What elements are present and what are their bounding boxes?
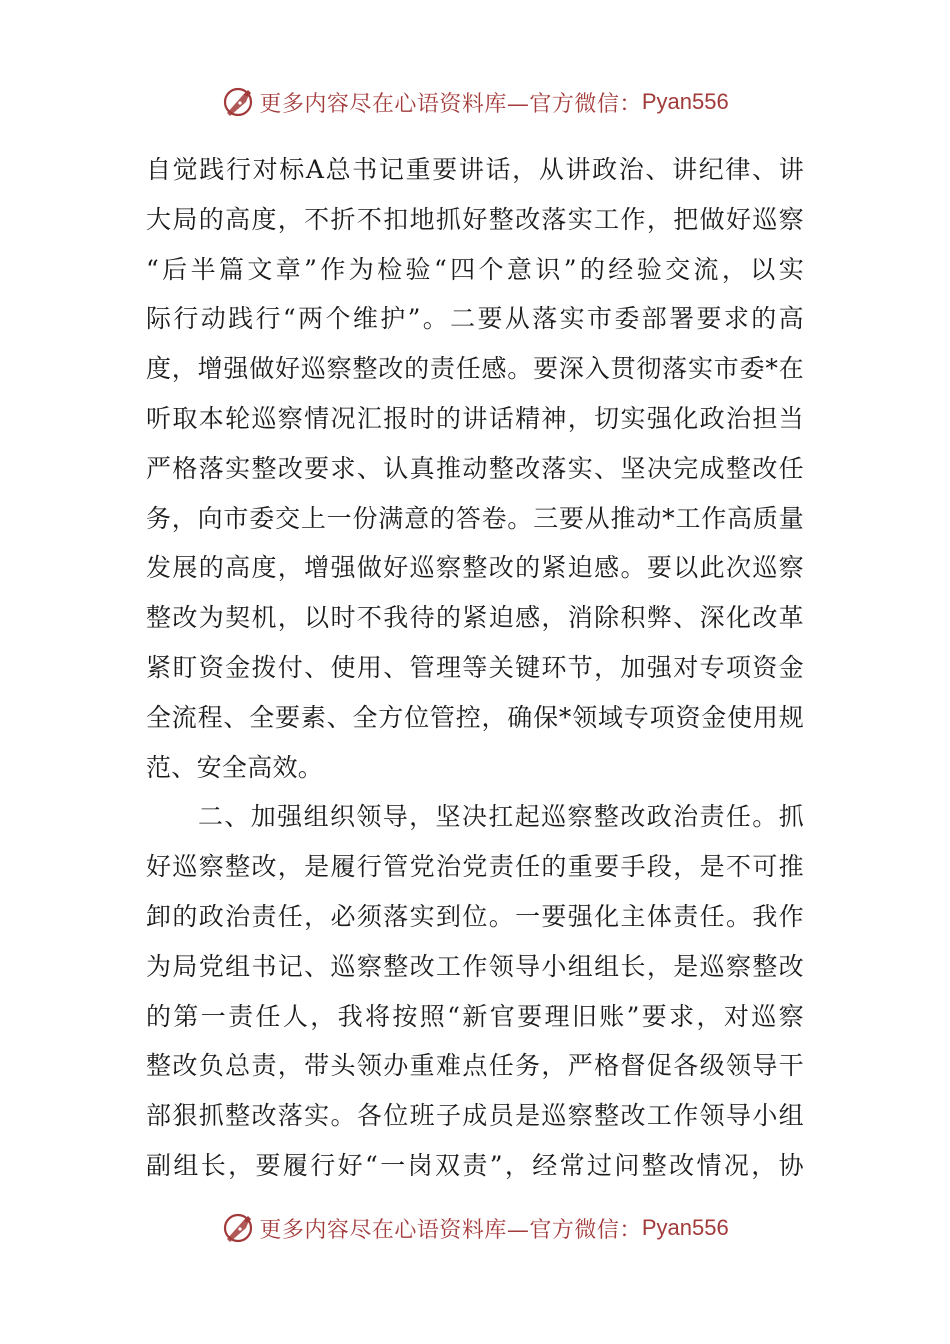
paragraph-line: 好巡察整改，是履行管党治党责任的重要手段，是不可推 [146, 852, 804, 882]
watermark-header [0, 82, 950, 122]
paragraph-line: 自觉践行对标A总书记重要讲话，从讲政治、讲纪律、讲 [146, 155, 804, 184]
paragraph-line: 范、安全高效。 [146, 752, 324, 782]
paragraph-line: 务，向市委交上一份满意的答卷。三要从推动*工作高质量 [146, 503, 804, 533]
paragraph-line: 部狠抓整改落实。各位班子成员是巡察整改工作领导小组 [146, 1101, 804, 1131]
paragraph-line: 度，增强做好巡察整改的责任感。要深入贯彻落实市委*在 [146, 354, 804, 384]
paragraph-line: 的第一责任人，我将按照“新官要理旧账”要求，对巡察 [146, 1001, 804, 1031]
paragraph-line: 副组长，要履行好“一岗双责”，经常过问整改情况，协 [146, 1150, 804, 1180]
paragraph-line: 大局的高度，不折不扣地抓好整改落实工作，把做好巡察 [146, 204, 804, 234]
pen-nib-circle-icon [221, 1211, 255, 1245]
pen-nib-circle-icon [221, 85, 255, 119]
watermark-wechat-id: Pyan556 [641, 89, 729, 114]
paragraph-line: 严格落实整改要求、认真推动整改落实、坚决完成整改任 [146, 453, 804, 483]
paragraph-line: 紧盯资金拨付、使用、管理等关键环节，加强对专项资金 [146, 652, 804, 682]
paragraph-line: 全流程、全要素、全方位管控，确保*领域专项资金使用规 [146, 702, 804, 732]
watermark-wechat-id: Pyan556 [641, 1215, 729, 1240]
body-text [146, 145, 804, 1191]
paragraph-line: “后半篇文章”作为检验“四个意识”的经验交流，以实 [146, 254, 804, 284]
watermark-footer [0, 1208, 950, 1248]
watermark-text: 更多内容尽在心语资料库—官方微信： [259, 1217, 642, 1243]
watermark-text: 更多内容尽在心语资料库—官方微信： [259, 91, 642, 117]
section-heading-line: 二、加强组织领导，坚决扛起巡察整改政治责任。抓 [198, 802, 804, 832]
paragraph-line: 听取本轮巡察情况汇报时的讲话精神，切实强化政治担当 [146, 403, 804, 433]
paragraph-line: 际行动践行“两个维护”。二要从落实市委部署要求的高 [146, 304, 804, 334]
paragraph-line: 整改负总责，带头领办重难点任务，严格督促各级领导干 [146, 1051, 804, 1081]
paragraph-line: 发展的高度，增强做好巡察整改的紧迫感。要以此次巡察 [146, 553, 804, 583]
paragraph-line: 整改为契机，以时不我待的紧迫感，消除积弊、深化改革 [146, 603, 804, 633]
paragraph-line: 为局党组书记、巡察整改工作领导小组组长，是巡察整改 [146, 951, 804, 981]
paragraph-line: 卸的政治责任，必须落实到位。一要强化主体责任。我作 [146, 901, 804, 931]
